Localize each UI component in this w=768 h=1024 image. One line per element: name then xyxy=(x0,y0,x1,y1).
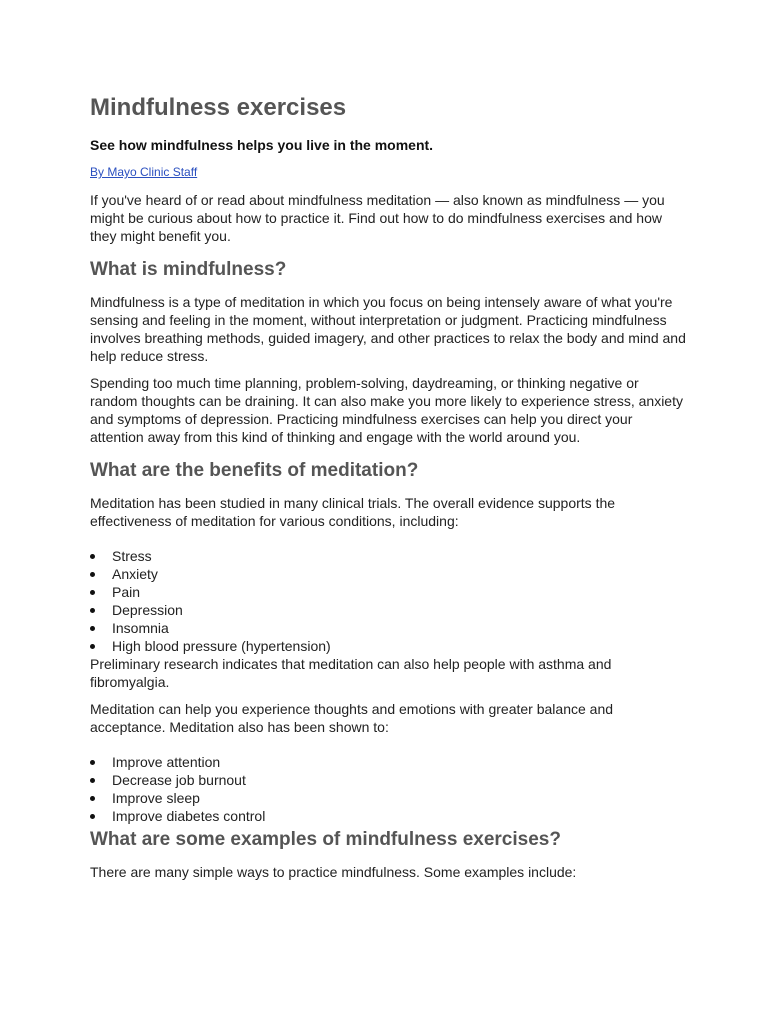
conditions-list xyxy=(90,547,688,655)
list-item: Decrease job burnout xyxy=(90,771,688,789)
list-item: Insomnia xyxy=(90,619,688,637)
list-item: Improve sleep xyxy=(90,789,688,807)
paragraph: There are many simple ways to practice mindfulness. Some examples include: xyxy=(90,864,577,880)
paragraph: Mindfulness is a type of meditation in which you focus on being intensely aware of what you're sensing and feeling in the moment, without interpretation or judgment. Practicing mindfulness involves breathing methods, guided imagery, and other practices to relax the body and mind and help reduce stress. xyxy=(90,294,686,364)
list-item: Improve attention xyxy=(90,753,688,771)
paragraph: Preliminary research indicates that meditation can also help people with asthma and fibromyalgia. xyxy=(90,656,612,690)
improvements-list xyxy=(90,753,688,825)
byline-link[interactable]: By Mayo Clinic Staff xyxy=(90,165,198,179)
paragraph: Spending too much time planning, problem-solving, daydreaming, or thinking negative or random thoughts can be draining. It can also make you more likely to experience stress, anxiety and symptoms of depression. Practicing mindfulness exercises can help you direct your attention away from this kind of thinking and engage with the world around you. xyxy=(90,375,683,445)
list-item: Pain xyxy=(90,583,688,601)
list-item: Stress xyxy=(90,547,688,565)
paragraph: Meditation has been studied in many clinical trials. The overall evidence supports the effectiveness of meditation for various conditions, including: xyxy=(90,495,616,529)
paragraph: Meditation can help you experience thoughts and emotions with greater balance and acceptance. Meditation also has been shown to: xyxy=(90,701,614,735)
list-item: Improve diabetes control xyxy=(90,807,688,825)
intro-paragraph: If you've heard of or read about mindfulness meditation — also known as mindfulness — you might be curious about how to practice it. Find out how to do mindfulness exercises and how they might benefit you. xyxy=(90,192,665,244)
page-title: Mindfulness exercises xyxy=(90,94,347,121)
section-heading-examples: What are some examples of mindfulness exercises? xyxy=(90,829,561,850)
section-heading-benefits: What are the benefits of meditation? xyxy=(90,460,419,481)
list-item: High blood pressure (hypertension) xyxy=(90,637,688,655)
list-item: Anxiety xyxy=(90,565,688,583)
list-item: Depression xyxy=(90,601,688,619)
section-heading-what-is: What is mindfulness? xyxy=(90,259,287,280)
byline xyxy=(90,164,688,180)
article-subtitle: See how mindfulness helps you live in the moment. xyxy=(90,137,434,153)
